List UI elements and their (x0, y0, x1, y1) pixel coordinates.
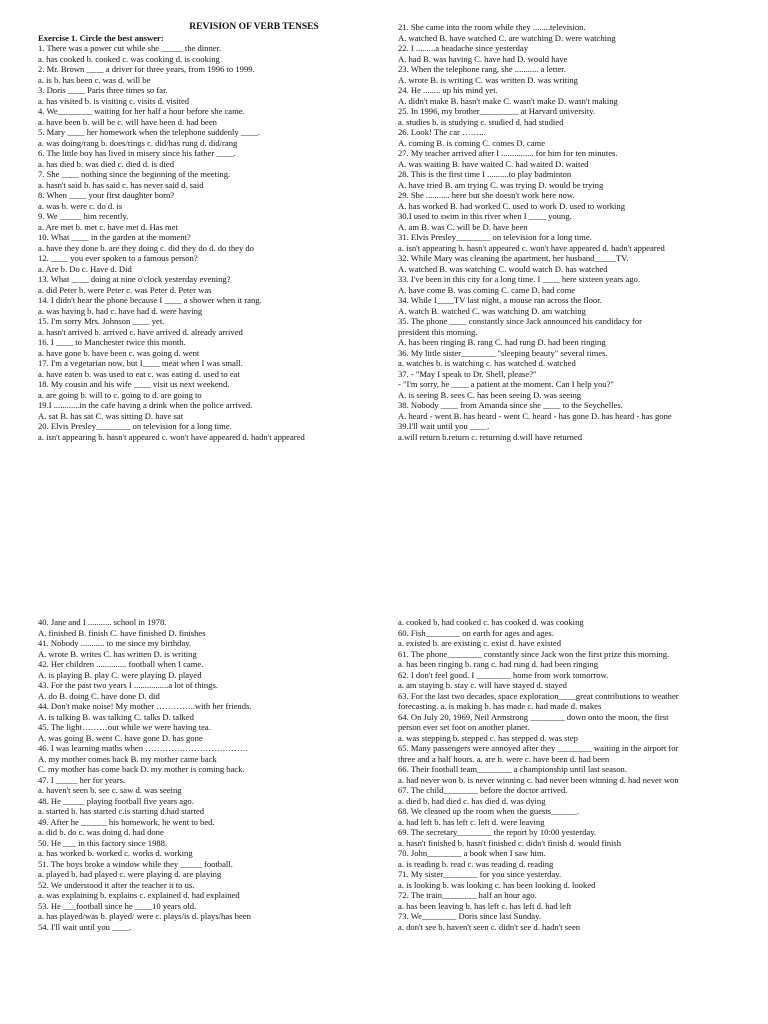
worksheet-line: A. watched B. was watching C. would watch D. has watched (398, 263, 608, 274)
worksheet-line: a. have they done b. are they doing c. did they do d. do they do (38, 242, 254, 253)
worksheet-line: a. hasn't finished b. hasn't finished c. didn't finish d. would finish (398, 837, 622, 848)
worksheet-line: 66. Their football team________ a championship until last season. (398, 764, 627, 774)
worksheet-line: 3. Doris ____ Paris three times so far. (38, 85, 168, 95)
worksheet-line: 44. Don't make noise! My mother …………..with her friends. (38, 701, 252, 711)
worksheet-line: A. watched B. have watched C. are watching D. were watching (398, 32, 616, 43)
worksheet-line: 38. Nobody ____ from Amanda since she ____ to the Seychelles. (398, 400, 623, 410)
worksheet-line: a. has been ringing b. rang c. had rung d. had been ringing (398, 659, 598, 669)
worksheet-line: 69. The secretary________ the report by 10:00 yesterday. (398, 827, 597, 837)
worksheet-line: a. isn't appearing b. hasn't appeared c. won't have appeared d. hadn't appeared (398, 242, 665, 253)
worksheet-line: a. hasn't arrived b. arrived c. have arrived d. already arrived (38, 326, 243, 337)
worksheet-line: 24. He ........ up his mind yet. (398, 85, 498, 95)
worksheet-line: three and a half hours. a. are b. were c. have been d. had been (398, 753, 610, 764)
worksheet-line: a.will return b.return c. returning d.will have returned (398, 431, 582, 442)
worksheet-line: a. did Peter b. were Peter c. was Peter d. Peter was (38, 284, 212, 295)
worksheet-line: 61. The phone________ constantly since Jack won the first prize this morning. (398, 648, 670, 659)
worksheet-line: 63. For the last two decades, space exploration____great contributions to weather (398, 690, 679, 701)
worksheet-line: a. was having b. had c. have had d. were having (38, 305, 203, 316)
worksheet-line: 52. We understood it after the teacher it to us. (38, 879, 195, 890)
worksheet-line: 41. Nobody ........... to me since my birthday. (38, 638, 192, 648)
worksheet-line: 45. The light………out while we were having tea. (38, 722, 211, 732)
worksheet-line: a. had never won b. is never winning c. had never been winning d. had never won (398, 774, 679, 785)
worksheet-line: a. cooked b. had cooked c. has cooked d. was cooking (398, 617, 584, 627)
worksheet-line: a. was explaining b. explains c. explained d. had explained (38, 890, 240, 900)
worksheet-line: - "I'm sorry, he ____ a patient at the moment. Can I help you?" (398, 379, 614, 389)
worksheet-line: a. is reading b. read c. was reading d. reading (398, 858, 554, 869)
worksheet-line: 34. While I____TV last night, a mouse ran across the floor. (398, 295, 602, 305)
question-list-bottom-left (38, 617, 410, 932)
worksheet-line: person ever set foot on another planet. (398, 722, 530, 732)
worksheet-line: 2. Mr. Brown ____ a driver for three years, from 1996 to 1999. (38, 64, 255, 74)
column-top-right (398, 22, 768, 442)
worksheet-line: a. had left b. has left c. left d. were leaving (398, 816, 545, 827)
worksheet-line: a. has visited b. is visiting c. visits d. visited (38, 95, 190, 106)
worksheet-line: a. was b. were c. do d. is (38, 200, 123, 211)
worksheet-line: A. have tried B. am trying C. was trying D. would be trying (398, 179, 604, 190)
worksheet-line: a. has worked b. worked c. works d. working (38, 848, 193, 858)
worksheet-line: A. had B. was having C. have had D. would have (398, 53, 568, 64)
worksheet-line: 25. In 1996, my brother_________ at Harvard university. (398, 106, 596, 116)
worksheet-line: a. played b. had played c. were playing d. are playing (38, 869, 222, 879)
question-list-bottom-right (398, 617, 768, 932)
worksheet-line: a. are going b. will to c. going to d. are going to (38, 389, 202, 400)
worksheet-line: a. has died b. was died c. died d. is died (38, 158, 175, 169)
worksheet-line: 4. We________ waiting for her half a hour before she came. (38, 106, 245, 116)
worksheet-line: 60. Fish________ on earth for ages and ages. (398, 627, 554, 638)
worksheet-line: A. have come B. was coming C. came D. had come (398, 284, 576, 295)
exercise-heading: Exercise 1. Circle the best answer: (38, 32, 164, 43)
worksheet-line: 39.I'll wait until you ____. (398, 421, 490, 431)
worksheet-line: 13. What ____ doing at nine o'clock yesterday evening? (38, 274, 231, 284)
worksheet-line: president this morning. (398, 326, 478, 337)
worksheet-line: 26. Look! The car ……... (398, 127, 486, 137)
worksheet-line: 37. - "May I speak to Dr. Shell, please?" (398, 368, 537, 379)
worksheet-line: 53. He ___football since he ____10 years old. (38, 900, 197, 911)
worksheet-line: 29. She ........... here but she doesn't work here now. (398, 190, 575, 200)
worksheet-line: 17. I'm a vegetarian now, but I____ meat when I was small. (38, 358, 243, 368)
worksheet-line: a. has played/was b. played/ were c. plays/is d. plays/has been (38, 911, 251, 921)
worksheet-line: 68. We cleaned up the room when the guests______. (398, 806, 580, 816)
worksheet-line: 36. My little sister________ "sleeping beauty" several times. (398, 347, 608, 358)
worksheet-line: A. heard - went B. has heard - went C. heard - has gone D. has heard - has gone (398, 410, 672, 421)
worksheet-line: 19.I ............in the cafe having a drink when the police arrived. (38, 400, 253, 410)
worksheet-line: a. was doing/rang b. does/rings c. did/has rung d. did/rang (38, 137, 238, 148)
worksheet-line: 30.I used to swim in this river when I ____ young. (398, 211, 572, 221)
worksheet-line: A. finished B. finish C. have finished D. finishes (38, 627, 206, 638)
worksheet-line: 71. My sister________ for you since yesterday. (398, 869, 562, 879)
worksheet-line: a. Are b. Do c. Have d. Did (38, 263, 132, 274)
worksheet-line: 14. I didn't hear the phone because I ____ a shower when it rang. (38, 295, 262, 305)
worksheet-line: 46. I was learning maths when ……………………………… (38, 743, 249, 753)
worksheet-line: a. is b. has been c. was d. will be (38, 74, 151, 85)
worksheet-line: 21. She came into the room while they ........television. (398, 22, 586, 32)
worksheet-line: A. has worked B. had worked C. used to work D. used to working (398, 200, 625, 211)
worksheet-line: a. did b. do c. was doing d. had done (38, 827, 164, 837)
worksheet-line: A. sat B. has sat C. was sitting D. have sat (38, 410, 184, 421)
worksheet-line: 54. I'll wait until you ____. (38, 921, 132, 932)
worksheet-line: 33. I've been in this city for a long time. I ____ here sixteen years ago. (398, 274, 641, 284)
worksheet-line: A. watch B. watched C. was watching D. am watching (398, 305, 586, 316)
worksheet-line: 28. This is the first time I ..........to play badminton (398, 169, 572, 179)
worksheet-line: C. my mother has come back D. my mother is coming back. (38, 764, 245, 774)
worksheet-line: 73. We________ Doris since last Sunday. (398, 911, 542, 921)
worksheet-line: 10. What ____ in the garden at the moment? (38, 232, 191, 242)
worksheet-line: A. has been ringing B. rang C. had rung D. had been ringing (398, 337, 606, 347)
worksheet-line: a. am staying b. stay c. will have stayed d. stayed (398, 680, 567, 690)
worksheet-line: A. is playing B. play C. were playing D. played (38, 669, 202, 680)
worksheet-line: A. coming B. is coming C. comes D. came (398, 137, 546, 148)
worksheet-line: A. is seeing B. sees C. has been seeing D. was seeing (398, 389, 582, 400)
worksheet-line: 51. The boys broke a window while they _____ football. (38, 858, 233, 869)
worksheet-line: a. has cooked b. cooked c. was cooking d. is cooking (38, 53, 220, 64)
worksheet-line: a. isn't appearing b. hasn't appeared c. won't have appeared d. hadn't appeared (38, 431, 305, 442)
worksheet-line: 7. She ____ nothing since the beginning of the meeting. (38, 169, 231, 179)
worksheet-line: 50. He ___ in this factory since 1988. (38, 837, 168, 848)
worksheet-line: 12. ____ you ever spoken to a famous person? (38, 253, 198, 263)
worksheet-line: a. have eaten b. was used to eat c. was eating d. used to eat (38, 368, 240, 379)
worksheet-line: A. my mother comes back B. my mother came back (38, 753, 217, 764)
worksheet-line: a. died b. had died c. has died d. was dying (398, 795, 546, 806)
worksheet-line: 5. Mary ____ her homework when the telephone suddenly ____. (38, 127, 261, 137)
worksheet-line: a. existed b. are existing c. exist d. have existed (398, 638, 561, 648)
worksheet-line: 64. On July 20, 1969, Neil Armstrong ________ down onto the moon, the first (398, 711, 669, 722)
worksheet-line: 65. Many passengers were annoyed after they ________ waiting in the airport for (398, 743, 679, 753)
worksheet-line: A. wrote B. writes C. has written D. is writing (38, 648, 197, 659)
worksheet-line: a. have been b. will be c. will have been d. had been (38, 116, 217, 127)
worksheet-line: 48. He _____ playing football five years ago. (38, 795, 194, 806)
worksheet-line: 22. I .........a headache since yesterday (398, 43, 529, 53)
worksheet-line: a. studies b. is studying c. studied d. had studied (398, 116, 564, 127)
question-list-top-left (38, 43, 410, 442)
page-title: REVISION OF VERB TENSES (189, 22, 319, 32)
worksheet-line: 72. The train________ half an hour ago. (398, 890, 537, 900)
worksheet-line: 40. Jane and I ........... school in 1978. (38, 617, 167, 627)
worksheet-line: a. is looking b. was looking c. has been looking d. looked (398, 879, 596, 890)
worksheet-line: a. watches b. is watching c. has watched d. watched (398, 358, 576, 368)
worksheet-line: a. started b. has started c.is starting d.had started (38, 806, 205, 816)
worksheet-line: A. is talking B. was talking C. talks D. talked (38, 711, 194, 722)
worksheet-line: 18. My cousin and his wife ____ visit us next weekend. (38, 379, 230, 389)
worksheet-line: 27. My teacher arrived after I ............... for him for ten minutes. (398, 148, 618, 158)
worksheet-line: a. Are met b. met c. have met d. Has met (38, 221, 178, 232)
worksheet-line: A. didn't make B. hasn't make C. wasn't make D. wasn't making (398, 95, 618, 106)
worksheet-line: A. was waiting B. have waited C. had waited D. waited (398, 158, 589, 169)
worksheet-line: a. has been leaving b. has left c. has left d. had left (398, 900, 572, 911)
worksheet-line: A. wrote B. is writing C. was written D. was writing (398, 74, 578, 85)
worksheet-line: 31. Elvis Presley________ on television for a long time. (398, 232, 592, 242)
worksheet-line: 70. John________ a book when I saw him. (398, 848, 546, 858)
worksheet-line: A. do B. doing C. have done D. did (38, 690, 160, 701)
worksheet-line: 47. I _____ her for years. (38, 774, 126, 785)
worksheet-line: 20. Elvis Presley________ on television for a long time. (38, 421, 232, 431)
column-bottom-right (398, 617, 768, 932)
worksheet-line: 49. After he ______ his homework, he went to bed. (38, 816, 215, 827)
worksheet-line: 1. There was a power cut while she _____ the dinner. (38, 43, 222, 53)
worksheet-line: a. haven't seen b. see c. saw d. was seeing (38, 785, 182, 795)
worksheet-line: forecasting. a. is making b. has made c. had made d. makes (398, 701, 602, 711)
worksheet-line: a. hasn't said b. has said c. has never said d. said (38, 179, 204, 190)
worksheet-line: A. am B. was C. will be D. have been (398, 221, 528, 232)
worksheet-line: 8. When ____ your first daughter born? (38, 190, 175, 200)
worksheet-line: a. was stepping b. stepped c. has stepped d. was step (398, 732, 578, 743)
worksheet-line: 15. I'm sorry Mrs. Johnson ____ yet. (38, 316, 165, 326)
worksheet-line: 35. The phone ____ constantly since Jack announced his candidacy for (398, 316, 642, 326)
question-list-top-right (398, 22, 768, 442)
worksheet-line: 16. I ____ to Manchester twice this month. (38, 337, 186, 347)
column-bottom-left (38, 617, 410, 932)
worksheet-line: 43. For the past two years I ................a lot of things. (38, 680, 218, 690)
worksheet-line: 32. While Mary was cleaning the apartment, her husband_____TV. (398, 253, 629, 263)
worksheet-line: a. don't see b. haven't seen c. didn't see d. hadn't seen (398, 921, 581, 932)
worksheet-line: 6. The little boy has lived in misery since his father ____. (38, 148, 236, 158)
worksheet-line: 42. Her children .............. football when I came. (38, 659, 204, 669)
column-top-left (38, 22, 410, 442)
worksheet-line: 62. I don't feel good. I ________ home from work tomorrow. (398, 669, 609, 680)
worksheet-line: 23. When the telephone rang, she ........... a letter. (398, 64, 566, 74)
worksheet-line: A. was going B. went C. have gone D. has gone (38, 732, 203, 743)
worksheet-line: a. have gone b. have been c. was going d. went (38, 347, 200, 358)
worksheet-line: 9. We _____ him recently. (38, 211, 129, 221)
worksheet-line: 67. The child________ before the doctor arrived. (398, 785, 568, 795)
